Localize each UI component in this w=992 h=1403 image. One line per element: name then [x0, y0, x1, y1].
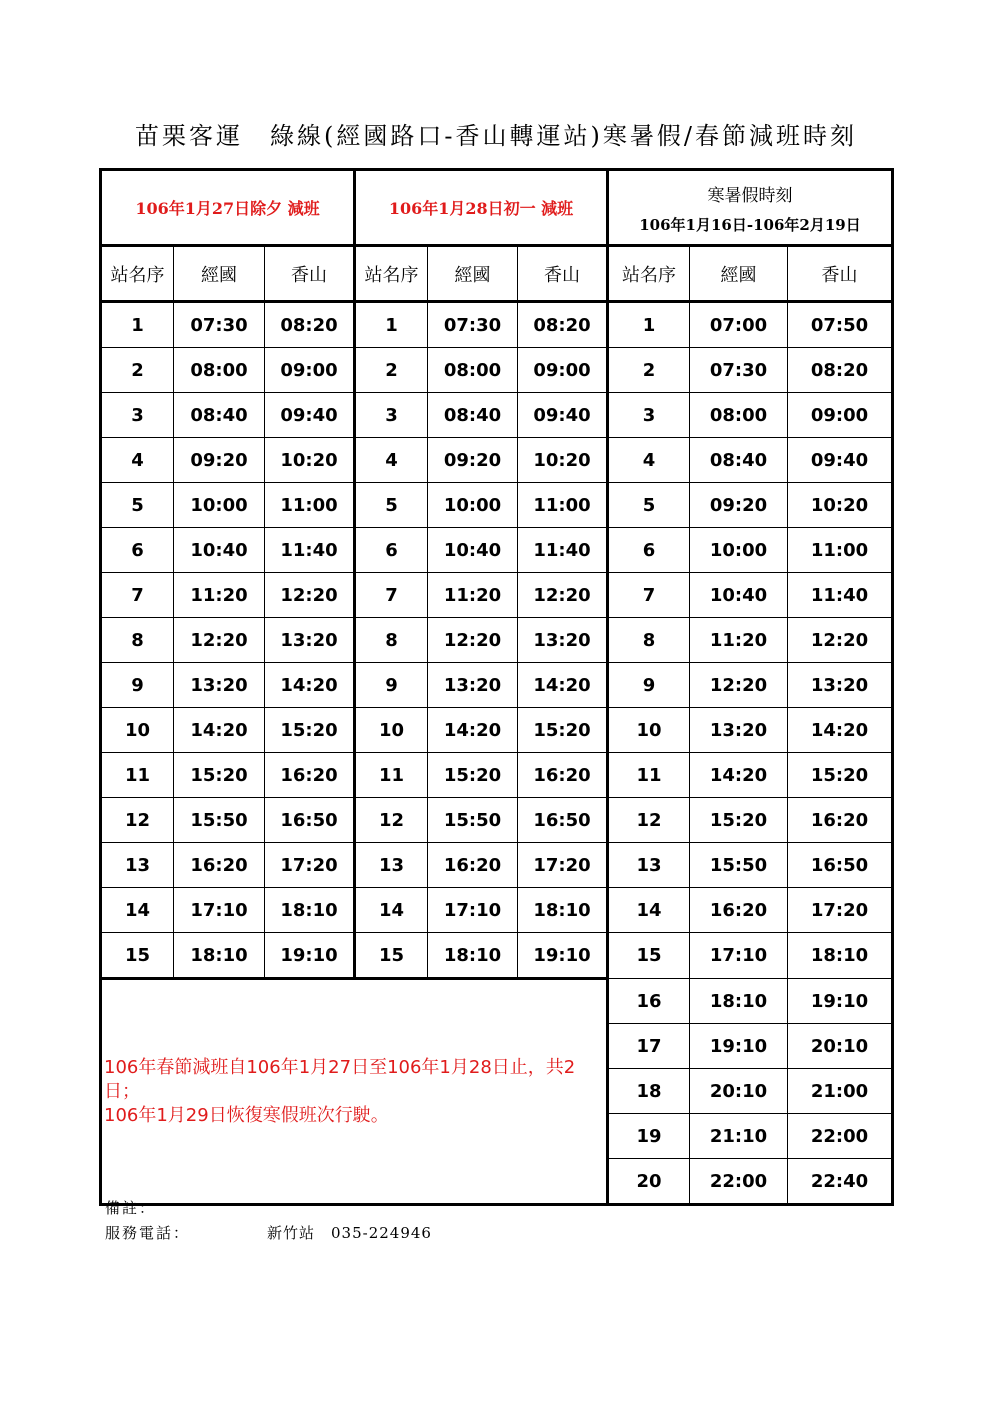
xiangshan-time: 19:10 [788, 979, 893, 1024]
seq-cell: 3 [355, 393, 428, 438]
xiangshan-time: 17:20 [518, 843, 608, 888]
xiangshan-time: 18:10 [788, 933, 893, 979]
seq-cell: 1 [355, 302, 428, 348]
xiangshan-time: 10:20 [518, 438, 608, 483]
seq-cell: 4 [355, 438, 428, 483]
col-header-seq: 站名序 [608, 246, 690, 302]
xiangshan-time: 19:10 [265, 933, 355, 979]
xiangshan-time: 12:20 [788, 618, 893, 663]
jingguo-time: 15:50 [428, 798, 518, 843]
xiangshan-time: 22:00 [788, 1114, 893, 1159]
jingguo-time: 14:20 [428, 708, 518, 753]
seq-cell: 1 [101, 302, 174, 348]
jingguo-time: 16:20 [174, 843, 265, 888]
jingguo-time: 15:50 [690, 843, 788, 888]
table-row [101, 888, 893, 933]
jingguo-time: 10:40 [174, 528, 265, 573]
table-row [101, 573, 893, 618]
jingguo-time: 16:20 [428, 843, 518, 888]
section-header-winter [608, 170, 893, 246]
xiangshan-time: 16:20 [518, 753, 608, 798]
seq-cell: 17 [608, 1024, 690, 1069]
jingguo-time: 08:00 [174, 348, 265, 393]
jingguo-time: 17:10 [690, 933, 788, 979]
xiangshan-time: 14:20 [518, 663, 608, 708]
jingguo-time: 10:00 [174, 483, 265, 528]
jingguo-time: 12:20 [690, 663, 788, 708]
seq-cell: 2 [355, 348, 428, 393]
xiangshan-time: 12:20 [265, 573, 355, 618]
xiangshan-time: 11:00 [265, 483, 355, 528]
seq-cell: 13 [101, 843, 174, 888]
table-row [101, 663, 893, 708]
seq-cell: 3 [608, 393, 690, 438]
seq-cell: 2 [101, 348, 174, 393]
seq-cell: 8 [101, 618, 174, 663]
table-row [101, 798, 893, 843]
seq-cell: 19 [608, 1114, 690, 1159]
seq-cell: 12 [355, 798, 428, 843]
table-row [101, 483, 893, 528]
table-row [101, 933, 893, 979]
xiangshan-time: 16:50 [788, 843, 893, 888]
col-header-jingguo: 經國 [690, 246, 788, 302]
seq-cell: 5 [355, 483, 428, 528]
xiangshan-time: 11:40 [265, 528, 355, 573]
table-row [101, 708, 893, 753]
jingguo-time: 11:20 [690, 618, 788, 663]
section-header-eve [101, 170, 355, 246]
seq-cell: 12 [101, 798, 174, 843]
section-winter-title: 寒暑假時刻 [707, 185, 793, 206]
seq-cell: 20 [608, 1159, 690, 1205]
col-header-xiangshan: 香山 [518, 246, 608, 302]
jingguo-time: 18:10 [690, 979, 788, 1024]
jingguo-time: 09:20 [690, 483, 788, 528]
seq-cell: 16 [608, 979, 690, 1024]
station-phone: 新竹站 035-224946 [267, 1224, 432, 1242]
xiangshan-time: 09:40 [265, 393, 355, 438]
table-row [101, 393, 893, 438]
jingguo-time: 08:40 [428, 393, 518, 438]
jingguo-time: 09:20 [428, 438, 518, 483]
jingguo-time: 12:20 [174, 618, 265, 663]
jingguo-time: 17:10 [428, 888, 518, 933]
seq-cell: 9 [608, 663, 690, 708]
seq-cell: 4 [101, 438, 174, 483]
jingguo-time: 13:20 [174, 663, 265, 708]
jingguo-time: 15:20 [428, 753, 518, 798]
xiangshan-time: 13:20 [788, 663, 893, 708]
jingguo-time: 15:20 [690, 798, 788, 843]
seq-cell: 1 [608, 302, 690, 348]
jingguo-time: 10:40 [428, 528, 518, 573]
xiangshan-time: 14:20 [788, 708, 893, 753]
xiangshan-time: 11:40 [788, 573, 893, 618]
jingguo-time: 13:20 [428, 663, 518, 708]
seq-cell: 18 [608, 1069, 690, 1114]
table-row [101, 438, 893, 483]
xiangshan-time: 08:20 [518, 302, 608, 348]
seq-cell: 9 [355, 663, 428, 708]
seq-cell: 6 [101, 528, 174, 573]
seq-cell: 14 [355, 888, 428, 933]
jingguo-time: 18:10 [428, 933, 518, 979]
seq-cell: 13 [608, 843, 690, 888]
seq-cell: 4 [608, 438, 690, 483]
seq-cell: 8 [355, 618, 428, 663]
section-winter-range: 106年1月16日-106年2月19日 [639, 215, 861, 234]
holiday-note [101, 979, 608, 1205]
seq-cell: 11 [101, 753, 174, 798]
xiangshan-time: 07:50 [788, 302, 893, 348]
jingguo-time: 14:20 [690, 753, 788, 798]
note-line-1: 106年春節減班自106年1月27日至106年1月28日止，共2日； [104, 1056, 576, 1102]
seq-cell: 6 [355, 528, 428, 573]
jingguo-time: 11:20 [174, 573, 265, 618]
table-row [101, 348, 893, 393]
xiangshan-time: 14:20 [265, 663, 355, 708]
xiangshan-time: 17:20 [788, 888, 893, 933]
jingguo-time: 08:40 [690, 438, 788, 483]
jingguo-time: 08:40 [174, 393, 265, 438]
xiangshan-time: 11:00 [518, 483, 608, 528]
xiangshan-time: 13:20 [518, 618, 608, 663]
seq-cell: 10 [101, 708, 174, 753]
xiangshan-time: 12:20 [518, 573, 608, 618]
xiangshan-time: 18:10 [518, 888, 608, 933]
jingguo-time: 12:20 [428, 618, 518, 663]
xiangshan-time: 11:40 [518, 528, 608, 573]
xiangshan-time: 19:10 [518, 933, 608, 979]
xiangshan-time: 20:10 [788, 1024, 893, 1069]
jingguo-time: 07:30 [428, 302, 518, 348]
xiangshan-time: 21:00 [788, 1069, 893, 1114]
xiangshan-time: 09:00 [518, 348, 608, 393]
jingguo-time: 15:20 [174, 753, 265, 798]
jingguo-time: 07:30 [174, 302, 265, 348]
xiangshan-time: 09:00 [788, 393, 893, 438]
seq-cell: 10 [355, 708, 428, 753]
xiangshan-time: 15:20 [265, 708, 355, 753]
seq-cell: 11 [608, 753, 690, 798]
jingguo-time: 15:50 [174, 798, 265, 843]
seq-cell: 5 [608, 483, 690, 528]
xiangshan-time: 15:20 [518, 708, 608, 753]
col-header-seq: 站名序 [355, 246, 428, 302]
service-label: 服務電話： [105, 1224, 191, 1242]
jingguo-time: 21:10 [690, 1114, 788, 1159]
seq-cell: 6 [608, 528, 690, 573]
jingguo-time: 20:10 [690, 1069, 788, 1114]
jingguo-time: 07:30 [690, 348, 788, 393]
jingguo-time: 10:00 [690, 528, 788, 573]
xiangshan-time: 10:20 [265, 438, 355, 483]
seq-cell: 7 [355, 573, 428, 618]
section-eve-label: 106年1月27日除夕 減班 [135, 199, 320, 218]
seq-cell: 9 [101, 663, 174, 708]
note-line-2: 106年1月29日恢復寒假班次行駛。 [104, 1104, 389, 1126]
table-row [101, 753, 893, 798]
col-header-jingguo: 經國 [428, 246, 518, 302]
seq-cell: 2 [608, 348, 690, 393]
xiangshan-time: 09:40 [788, 438, 893, 483]
jingguo-time: 13:20 [690, 708, 788, 753]
col-header-seq: 站名序 [101, 246, 174, 302]
seq-cell: 7 [101, 573, 174, 618]
jingguo-time: 07:00 [690, 302, 788, 348]
jingguo-time: 11:20 [428, 573, 518, 618]
jingguo-time: 14:20 [174, 708, 265, 753]
col-header-xiangshan: 香山 [788, 246, 893, 302]
seq-cell: 14 [608, 888, 690, 933]
table-row [101, 618, 893, 663]
table-row [101, 843, 893, 888]
col-header-xiangshan: 香山 [265, 246, 355, 302]
xiangshan-time: 15:20 [788, 753, 893, 798]
page-title: 苗栗客運 綠線(經國路口-香山轉運站)寒暑假/春節減班時刻 [135, 122, 857, 150]
seq-cell: 13 [355, 843, 428, 888]
jingguo-time: 10:00 [428, 483, 518, 528]
xiangshan-time: 16:50 [265, 798, 355, 843]
seq-cell: 3 [101, 393, 174, 438]
xiangshan-time: 11:00 [788, 528, 893, 573]
xiangshan-time: 09:00 [265, 348, 355, 393]
service-phone [105, 1222, 432, 1243]
xiangshan-time: 08:20 [265, 302, 355, 348]
seq-cell: 15 [355, 933, 428, 979]
section-day1-label: 106年1月28日初一 減班 [388, 199, 574, 218]
xiangshan-time: 17:20 [265, 843, 355, 888]
jingguo-time: 22:00 [690, 1159, 788, 1205]
seq-cell: 10 [608, 708, 690, 753]
seq-cell: 12 [608, 798, 690, 843]
seq-cell: 15 [608, 933, 690, 979]
xiangshan-time: 08:20 [788, 348, 893, 393]
xiangshan-time: 13:20 [265, 618, 355, 663]
xiangshan-time: 22:40 [788, 1159, 893, 1205]
col-header-jingguo: 經國 [174, 246, 265, 302]
seq-cell: 5 [101, 483, 174, 528]
seq-cell: 7 [608, 573, 690, 618]
xiangshan-time: 09:40 [518, 393, 608, 438]
xiangshan-time: 16:20 [788, 798, 893, 843]
table-row [101, 979, 893, 1024]
table-row [101, 302, 893, 348]
jingguo-time: 08:00 [690, 393, 788, 438]
jingguo-time: 16:20 [690, 888, 788, 933]
jingguo-time: 10:40 [690, 573, 788, 618]
section-header-day1 [355, 170, 608, 246]
seq-cell: 11 [355, 753, 428, 798]
jingguo-time: 19:10 [690, 1024, 788, 1069]
seq-cell: 15 [101, 933, 174, 979]
seq-cell: 8 [608, 618, 690, 663]
jingguo-time: 17:10 [174, 888, 265, 933]
jingguo-time: 18:10 [174, 933, 265, 979]
jingguo-time: 09:20 [174, 438, 265, 483]
schedule-table [99, 168, 894, 1206]
xiangshan-time: 10:20 [788, 483, 893, 528]
column-header-row [101, 246, 893, 302]
remark-label: 備註： [105, 1199, 157, 1217]
table-row [101, 528, 893, 573]
seq-cell: 14 [101, 888, 174, 933]
xiangshan-time: 16:20 [265, 753, 355, 798]
xiangshan-time: 16:50 [518, 798, 608, 843]
jingguo-time: 08:00 [428, 348, 518, 393]
xiangshan-time: 18:10 [265, 888, 355, 933]
